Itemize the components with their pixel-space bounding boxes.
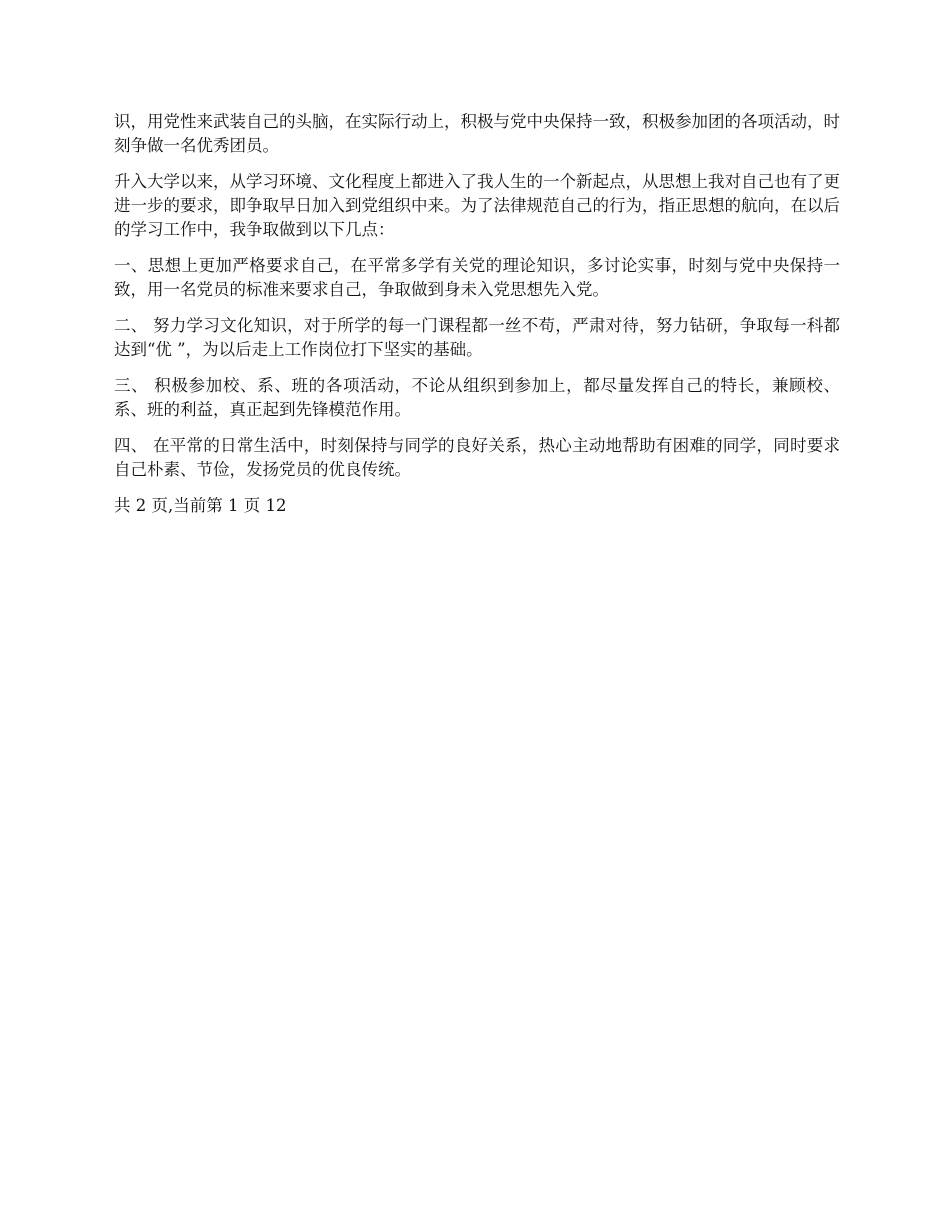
paragraph-point-1: 一、思想上更加严格要求自己，在平常多学有关党的理论知识，多讨论实事，时刻与党中央保持一致，用一名党员的标准来要求自己，争取做到身未入党思想先入党。 xyxy=(114,256,840,299)
paragraph-point-3: 三、 积极参加校、系、班的各项活动，不论从组织到参加上，都尽量发挥自己的特长，兼顾校、系、班的利益，真正起到先锋模范作用。 xyxy=(114,376,840,419)
paragraph-continuation: 识，用党性来武装自己的头脑，在实际行动上，积极与党中央保持一致，积极参加团的各项活动，时刻争做一名优秀团员。 xyxy=(114,112,840,155)
paragraph-point-2: 二、 努力学习文化知识，对于所学的每一门课程都一丝不苟，严肃对待，努力钻研，争取每一科都达到“优 ”，为以后走上工作岗位打下坚实的基础。 xyxy=(114,316,840,359)
document-body xyxy=(114,110,840,530)
paragraph-point-4: 四、 在平常的日常生活中，时刻保持与同学的良好关系，热心主动地帮助有困难的同学，同时要求自己朴素、节俭，发扬党员的优良传统。 xyxy=(114,436,840,479)
paragraph-intro: 升入大学以来，从学习环境、文化程度上都进入了我人生的一个新起点，从思想上我对自己也有了更进一步的要求，即争取早日加入到党组织中来。为了法律规范自己的行为，指正思想的航向，在以后的学习工作中，我争取做到以下几点： xyxy=(114,172,840,239)
page-indicator: 共 2 页,当前第 1 页 12 xyxy=(114,496,287,515)
